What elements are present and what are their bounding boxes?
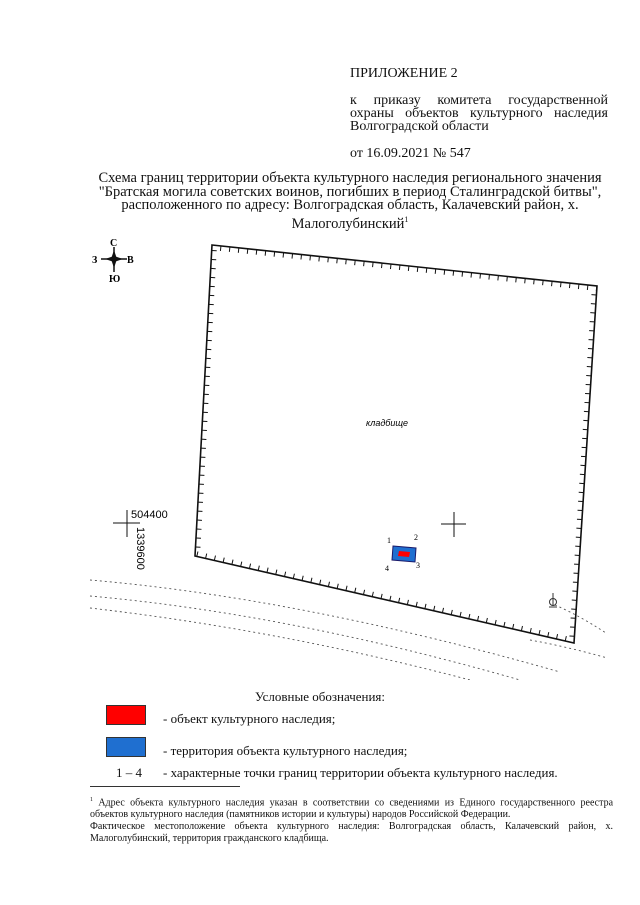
boundary-tick bbox=[478, 616, 479, 621]
footnote-ref: 1 bbox=[404, 214, 409, 224]
compass-south: Ю bbox=[109, 274, 121, 285]
compass-east: В bbox=[127, 255, 134, 266]
boundary-tick bbox=[267, 568, 268, 573]
coord-x: 504400 bbox=[131, 509, 168, 521]
footnote-text-1: Адрес объекта культурного наследия указан в соответствии со сведениями из Единого государственного реестра объектов культурного наследия (памятников истории и культуры) народов Российской Федерации. bbox=[90, 797, 614, 821]
boundary-tick bbox=[276, 570, 277, 575]
boundary-tick bbox=[302, 576, 303, 581]
boundary-tick bbox=[310, 255, 311, 260]
footnote-line-1 bbox=[90, 794, 613, 821]
compass bbox=[92, 238, 134, 285]
legend-swatch-object bbox=[106, 705, 146, 725]
boundary-tick bbox=[265, 251, 266, 256]
boundary-tick bbox=[346, 259, 347, 264]
boundary-tick bbox=[543, 280, 544, 285]
boundary-tick bbox=[355, 588, 356, 593]
appendix-title: ПРИЛОЖЕНИЕ 2 bbox=[350, 66, 458, 81]
boundary-tick bbox=[417, 267, 418, 272]
boundary-tick bbox=[285, 572, 286, 577]
boundary-tick bbox=[462, 272, 463, 277]
boundary-tick bbox=[578, 284, 579, 289]
boundary-tick bbox=[355, 260, 356, 265]
boundary-tick bbox=[460, 612, 461, 617]
boundary-tick bbox=[469, 614, 470, 619]
boundary-tick bbox=[381, 594, 382, 599]
boundary-tick bbox=[249, 564, 250, 569]
boundary-tick bbox=[407, 600, 408, 605]
order-date: от 16.09.2021 № 547 bbox=[350, 146, 471, 161]
boundary-tick bbox=[426, 268, 427, 273]
point-3: 3 bbox=[416, 561, 420, 570]
boundary-tick bbox=[229, 247, 230, 252]
area-label: кладбище bbox=[366, 418, 409, 428]
boundary-tick bbox=[444, 270, 445, 275]
scheme-title bbox=[70, 172, 630, 231]
boundary-tick bbox=[238, 248, 239, 253]
boundary-tick bbox=[319, 256, 320, 261]
boundary-tick bbox=[435, 269, 436, 274]
boundary-tick bbox=[346, 586, 347, 591]
boundary-tick bbox=[364, 261, 365, 266]
boundary-tick bbox=[534, 279, 535, 284]
footnote-line-2: Фактическое местоположение объекта культурного наследия: Волгоградская область, Калачевский район, х. Малоголубинский, территория гражданского кладбища. bbox=[90, 821, 613, 845]
order-reference: к приказу комитета государственной охраны объектов культурного наследия Волгоградской области bbox=[350, 93, 608, 134]
boundary-tick bbox=[480, 274, 481, 279]
boundary-tick bbox=[442, 608, 443, 613]
boundary-tick bbox=[495, 620, 496, 625]
boundary-tick bbox=[399, 598, 400, 603]
boundary-tick bbox=[560, 282, 561, 287]
legend-points-key: 1 – 4 bbox=[116, 765, 142, 780]
boundary-tick bbox=[552, 281, 553, 286]
boundary-tick bbox=[320, 580, 321, 585]
boundary-map bbox=[0, 235, 640, 680]
legend-object-label: - объект культурного наследия; bbox=[163, 711, 336, 726]
boundary-tick bbox=[565, 636, 566, 641]
point-1: 1 bbox=[387, 536, 391, 545]
boundary-tick bbox=[513, 624, 514, 629]
boundary-tick bbox=[258, 566, 259, 571]
boundary-tick bbox=[471, 273, 472, 278]
boundary-tick bbox=[489, 275, 490, 280]
boundary-tick bbox=[382, 263, 383, 268]
footnote bbox=[90, 794, 613, 845]
boundary-tick bbox=[337, 258, 338, 263]
boundary-tick bbox=[220, 246, 221, 251]
legend-heading: Условные обозначения: bbox=[254, 689, 386, 704]
boundary-tick bbox=[337, 584, 338, 589]
boundary-tick bbox=[408, 266, 409, 271]
boundary-tick bbox=[390, 596, 391, 601]
boundary-tick bbox=[328, 257, 329, 262]
boundary-tick bbox=[363, 590, 364, 595]
compass-west: З bbox=[92, 255, 98, 266]
boundary-tick bbox=[223, 558, 224, 563]
boundary-tick bbox=[372, 592, 373, 597]
boundary-tick bbox=[328, 582, 329, 587]
scheme-title-text: Схема границ территории объекта культурного наследия регионального значения "Братская могила советских воинов, погибших в период Сталинградской битвы", расположенного по адресу: Волгоградская область, Калачевский район, х. Малоголубинский bbox=[98, 170, 602, 232]
cemetery-boundary bbox=[195, 245, 597, 643]
boundary-tick bbox=[206, 554, 207, 559]
boundary-tick bbox=[596, 286, 597, 291]
point-2: 2 bbox=[414, 533, 418, 542]
boundary-tick bbox=[539, 630, 540, 635]
boundary-tick bbox=[373, 262, 374, 267]
boundary-tick bbox=[451, 610, 452, 615]
footnote-separator bbox=[90, 786, 240, 787]
boundary-tick bbox=[241, 562, 242, 567]
boundary-tick bbox=[548, 632, 549, 637]
boundary-tick bbox=[214, 556, 215, 561]
boundary-tick bbox=[434, 606, 435, 611]
boundary-tick bbox=[525, 278, 526, 283]
boundary-tick bbox=[292, 254, 293, 259]
boundary-tick bbox=[311, 578, 312, 583]
boundary-tick bbox=[293, 574, 294, 579]
boundary-tick bbox=[504, 622, 505, 627]
boundary-tick bbox=[498, 275, 499, 280]
footnote-marker: 1 bbox=[90, 797, 93, 803]
boundary-tick bbox=[232, 560, 233, 565]
boundary-ticks bbox=[195, 246, 596, 641]
legend-points-label: - характерные точки границ территории объекта культурного наследия. bbox=[163, 765, 558, 780]
boundary-tick bbox=[587, 285, 588, 290]
grid-cross-center bbox=[441, 512, 466, 537]
legend-territory-label: - территория объекта культурного наследия; bbox=[163, 743, 408, 758]
object-polygon bbox=[398, 551, 410, 557]
boundary-tick bbox=[453, 271, 454, 276]
boundary-tick bbox=[416, 602, 417, 607]
boundary-tick bbox=[486, 618, 487, 623]
boundary-tick bbox=[399, 265, 400, 270]
boundary-tick bbox=[530, 628, 531, 633]
boundary-tick bbox=[507, 276, 508, 281]
point-4: 4 bbox=[385, 564, 389, 573]
boundary-tick bbox=[197, 552, 198, 557]
boundary-tick bbox=[247, 249, 248, 254]
boundary-tick bbox=[516, 277, 517, 282]
legend-swatch-territory bbox=[106, 737, 146, 757]
coord-y: 1339600 bbox=[134, 527, 146, 570]
boundary-tick bbox=[425, 604, 426, 609]
boundary-tick bbox=[521, 626, 522, 631]
compass-north: С bbox=[110, 238, 118, 249]
boundary-tick bbox=[569, 283, 570, 288]
boundary-tick bbox=[256, 250, 257, 255]
boundary-tick bbox=[390, 264, 391, 269]
boundary-tick bbox=[274, 252, 275, 257]
boundary-tick bbox=[301, 255, 302, 260]
heritage-site bbox=[385, 533, 420, 573]
boundary-tick bbox=[283, 253, 284, 258]
boundary-tick bbox=[556, 634, 557, 639]
